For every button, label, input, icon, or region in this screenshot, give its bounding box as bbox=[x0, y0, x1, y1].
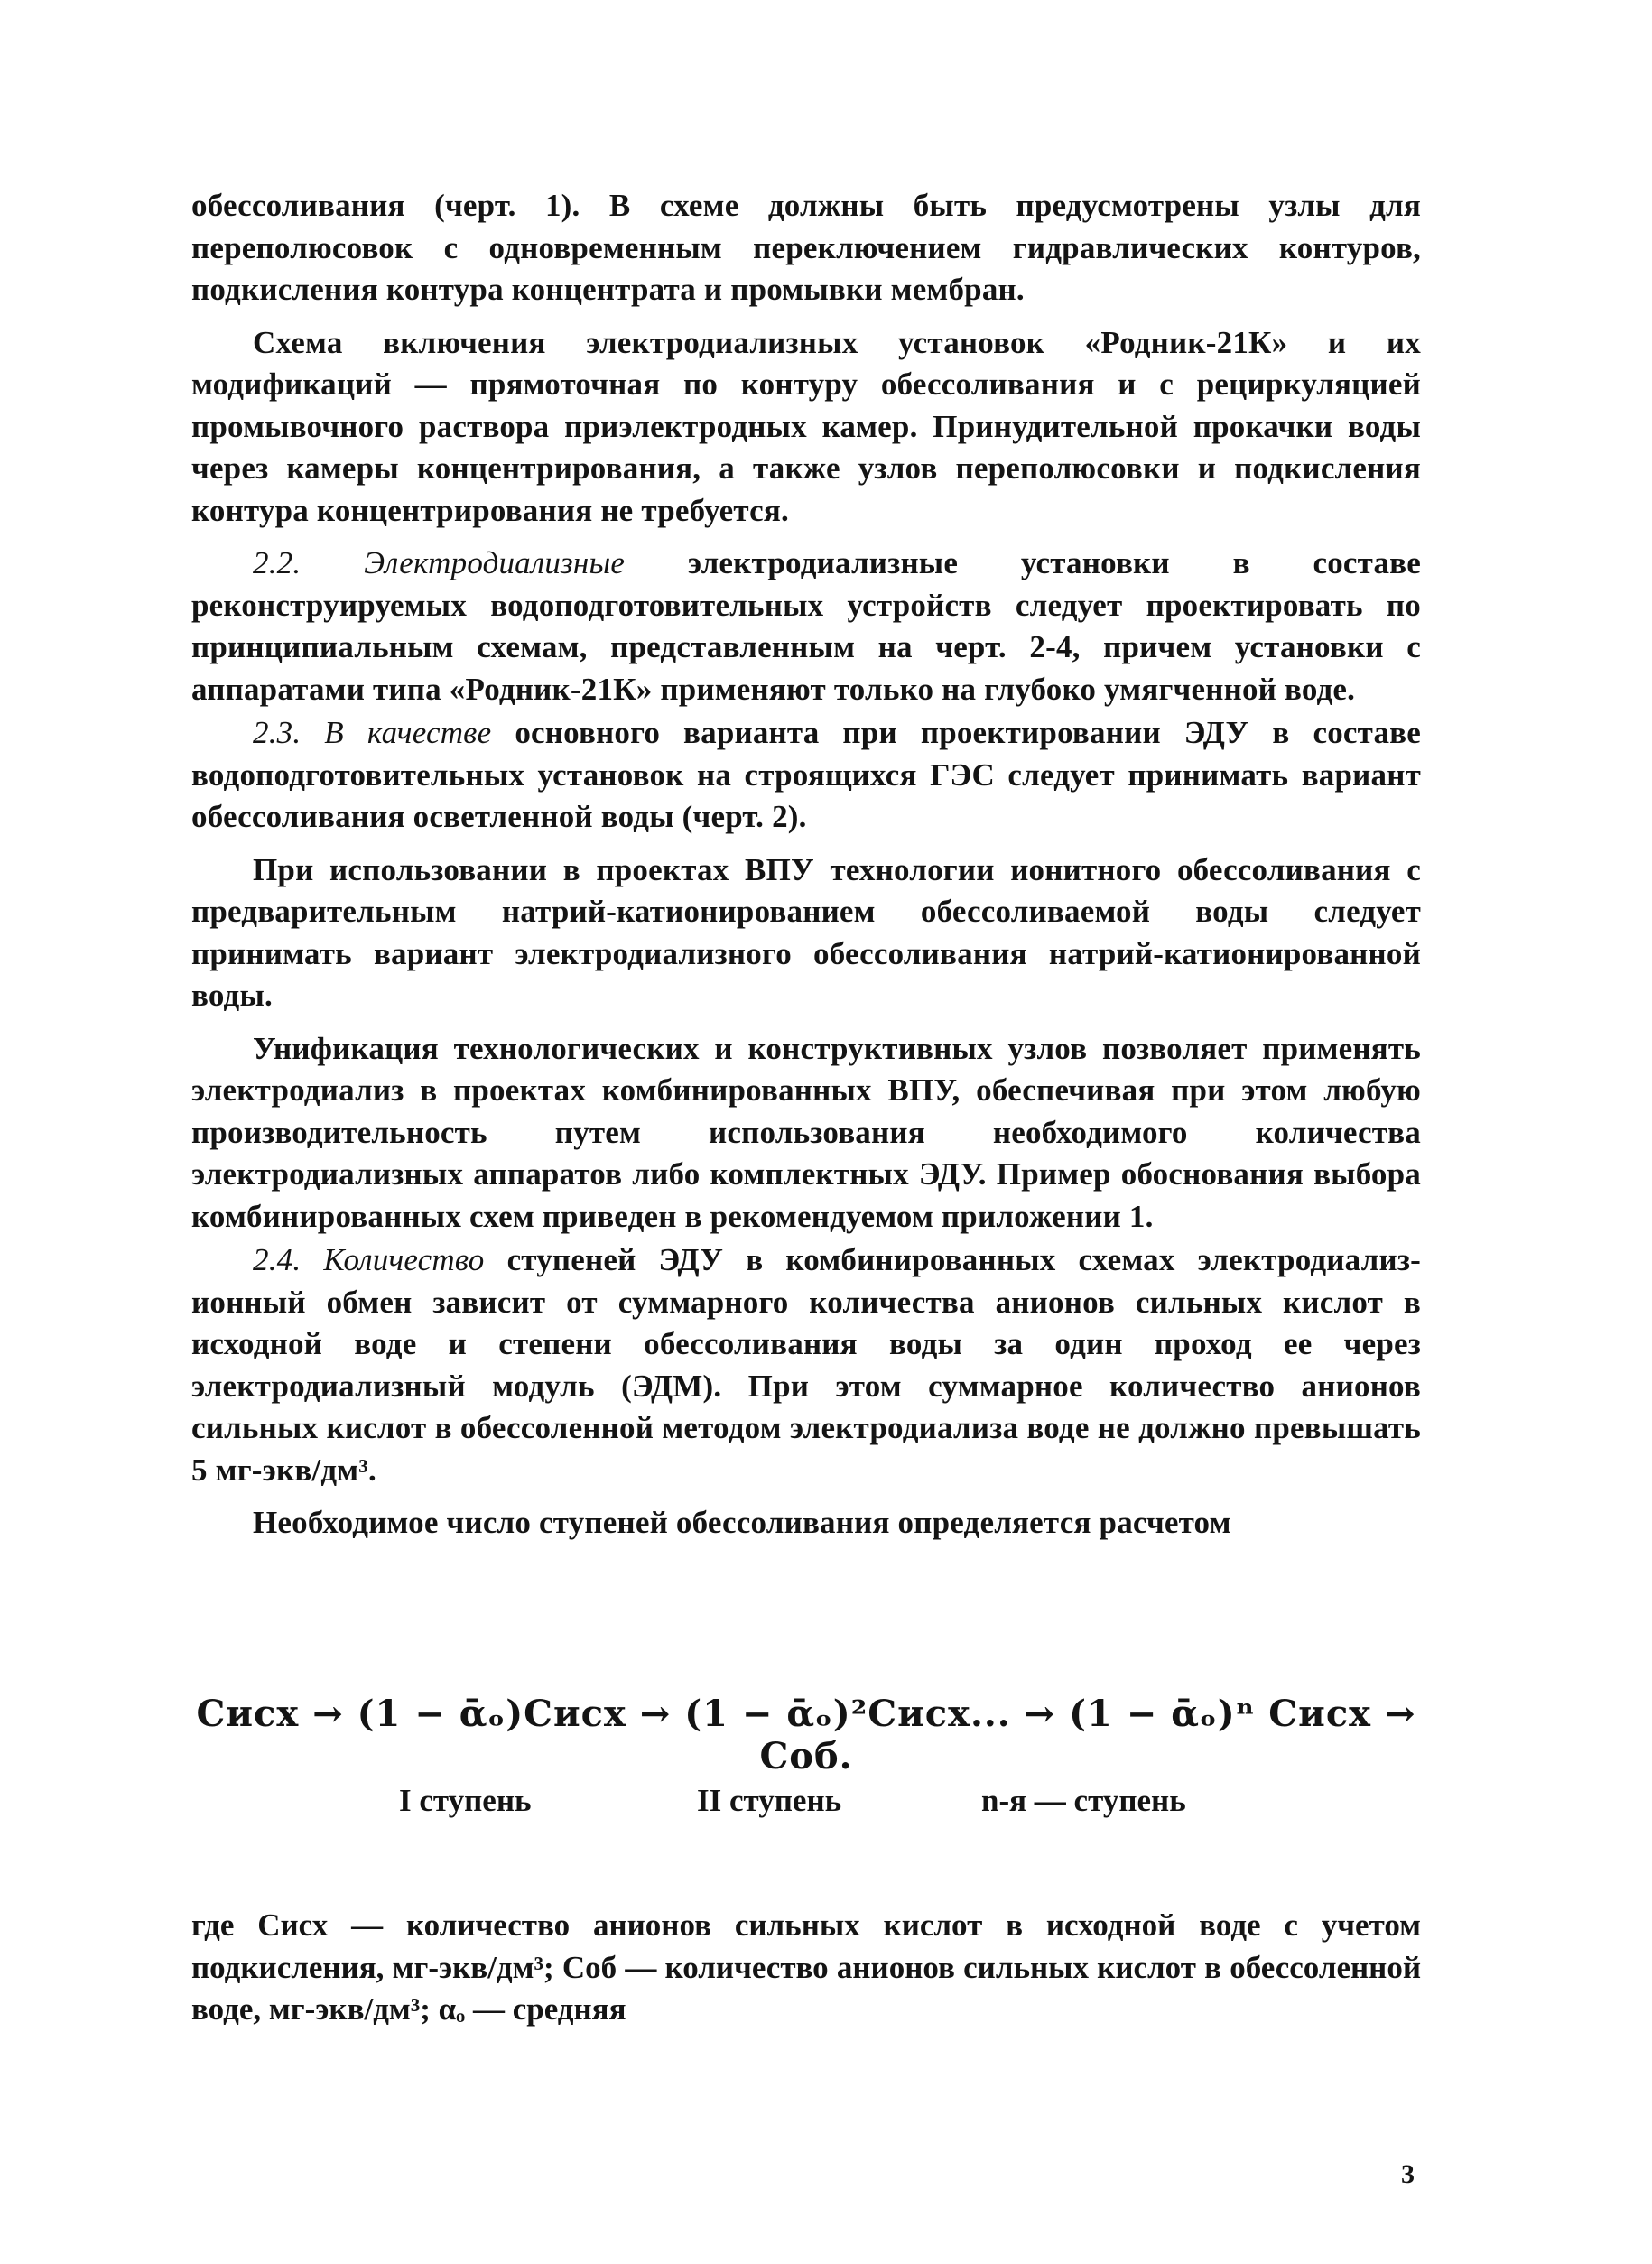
stage-label-2: II ступень bbox=[697, 1783, 842, 1818]
stage-formula: Cисх → (1 − ᾱₒ)Cисх → (1 − ᾱₒ)²Cисх... → (1 − ᾱₒ)ⁿ Cисх → Cоб. bbox=[196, 1693, 1416, 1777]
clause-text-2-3: основного варианта при проектировании ЭДУ в составе водоподготовительных установок на строящихся ГЭС следует принимать вариант обессоливания осветленной воды (черт. 2). bbox=[191, 715, 1421, 834]
paragraph-6: Унификация технологических и конструктивных узлов позволяет применять электродиализ в проектах комбинированных ВПУ, обеспечивая при этом любую производительность путем использования необходимого количества электродиализных аппаратов либо комплектных ЭДУ. Пример обоснования выбора комбинированных схем приведен в рекомендуемом приложении 1. bbox=[191, 1030, 1421, 1234]
clause-prefix-2-2: 2.2. Электродиализные bbox=[253, 545, 626, 580]
stage-label-1: I ступень bbox=[399, 1783, 532, 1818]
paragraph-1: обессоливания (черт. 1). В схеме должны быть предусмотрены узлы для переполюсовок с одновременным переключением гидравлических контуров, подкисления контура концентрата и промывки мембран. bbox=[191, 188, 1421, 307]
formula-legend: где Cисх — количество анионов сильных кислот в исходной воде с учетом подкисления, мг-экв/дм³; Cоб — количество анионов сильных кислот в обессоленной воде, мг-экв/дм³; αₒ — средняя bbox=[191, 1907, 1421, 2027]
paragraph-2-2 bbox=[191, 543, 1421, 710]
clause-prefix-2-3: 2.3. В качестве bbox=[253, 715, 492, 750]
body-text bbox=[191, 185, 1421, 1555]
stage-label-n: n-я — ступень bbox=[981, 1783, 1186, 1818]
paragraph-2-4 bbox=[191, 1239, 1421, 1491]
clause-text-2-2: электродиализные установки в составе реконструируемых водоподготовительных устройств следует проектировать по принципиальным схемам, представленным на черт. 2-4, причем установки с аппаратами типа «Родник-21К» применяют только на глубоко умягченной воде. bbox=[191, 545, 1421, 707]
paragraph-2-3 bbox=[191, 712, 1421, 839]
paragraph-2: Схема включения электродиализных установок «Родник-21К» и их модификаций — прямоточная по контуру обессоливания и с рециркуляцией промывочного раствора приэлектродных камер. Принудительной прокачки воды через камеры концентрирования, а также узлов переполюсовки и подкисления контура концентрирования не требуется. bbox=[191, 324, 1421, 528]
clause-text-2-4: ступеней ЭДУ в комбинированных схемах электродиализ-ионный обмен зависит от суммарного количества анионов сильных кислот в исходной воде и степени обессоливания воды за один проход ее через электродиализный модуль (ЭДМ). При этом суммарное количество анионов сильных кислот в обессоленной методом электродиализа воде не должно превышать 5 мг-экв/дм³. bbox=[191, 1242, 1421, 1488]
clause-prefix-2-4: 2.4. Количество bbox=[253, 1242, 485, 1277]
page-number: 3 bbox=[1401, 2159, 1415, 2189]
paragraph-5: При использовании в проектах ВПУ технологии ионитного обессоливания с предварительным натрий-катионированием обессоливаемой воды следует принимать вариант электродиализного обессоливания натрий-катионированной воды. bbox=[191, 851, 1421, 1013]
paragraph-8: Необходимое число ступеней обессоливания определяется расчетом bbox=[253, 1505, 1231, 1540]
